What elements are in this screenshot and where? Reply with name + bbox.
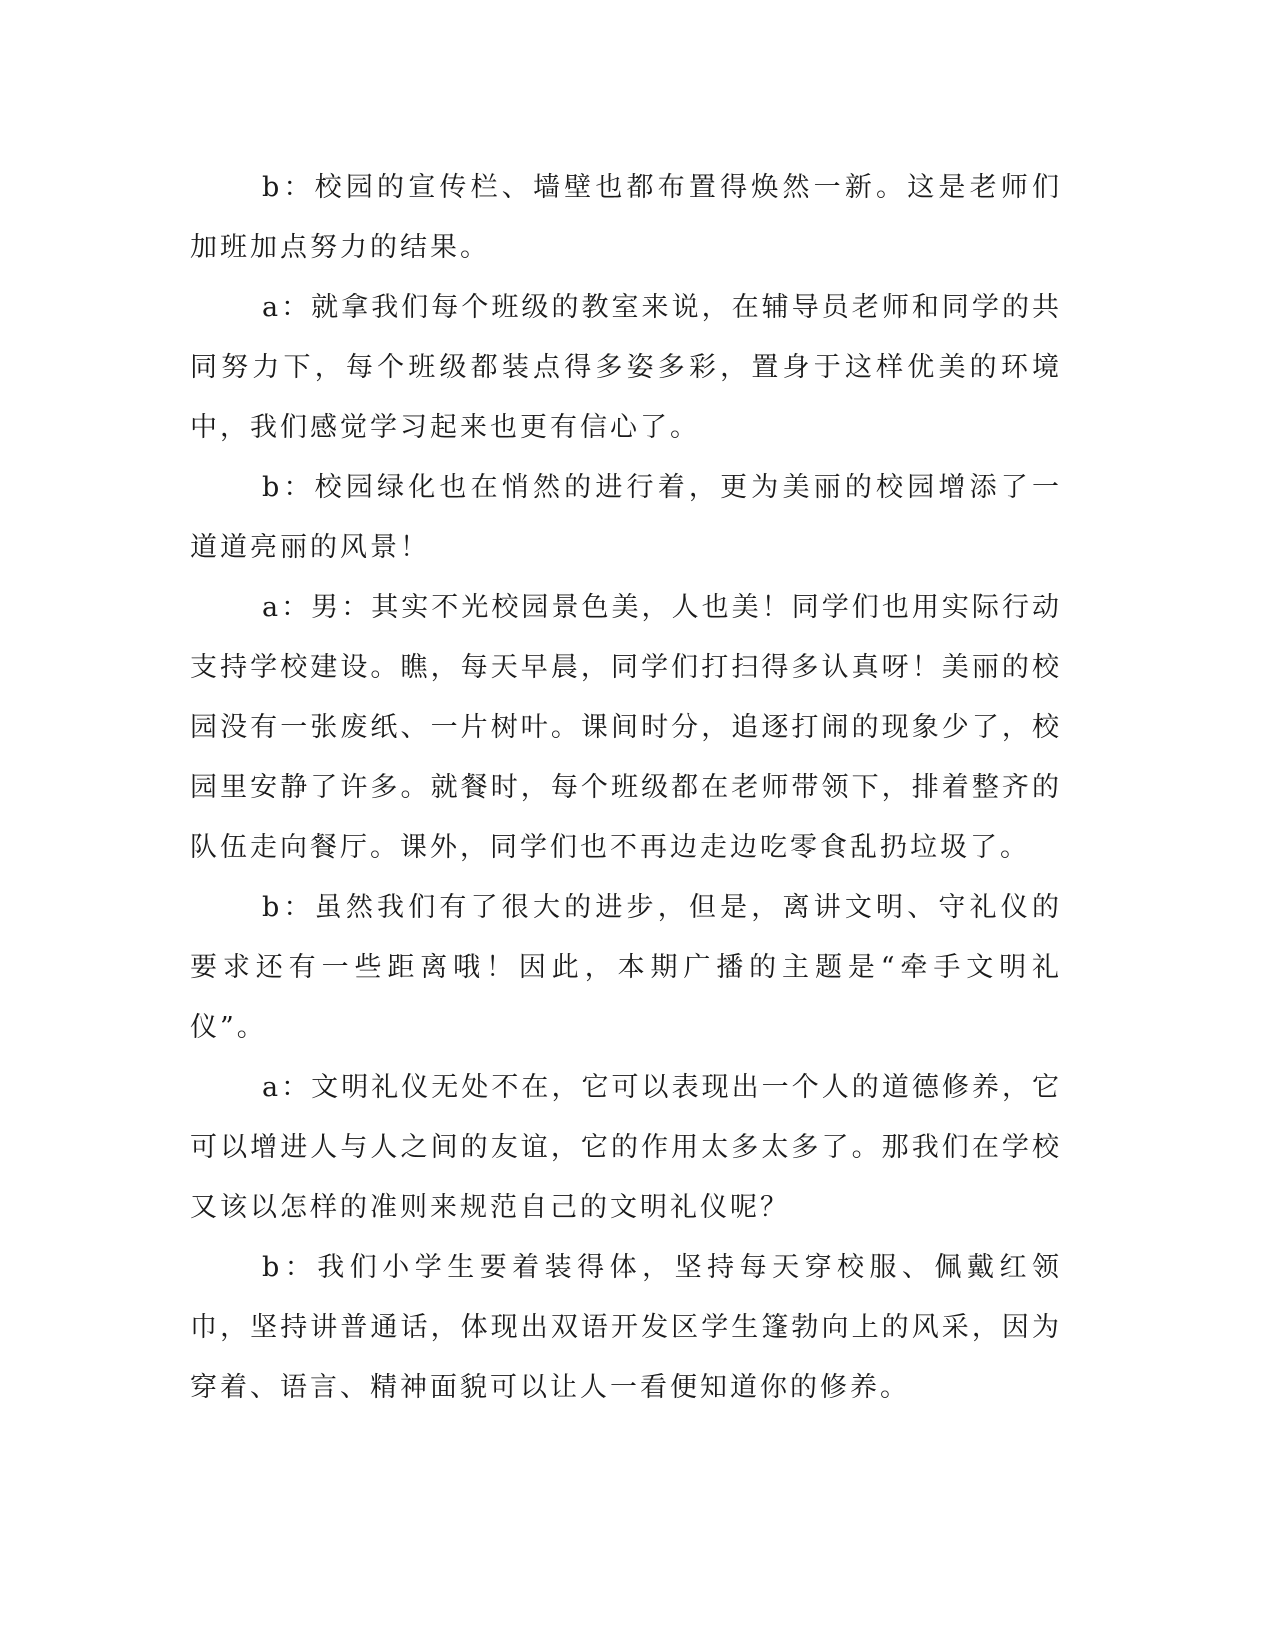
paragraph: a：就拿我们每个班级的教室来说，在辅导员老师和同学的共同努力下，每个班级都装点得多姿多彩，置身于这样优美的环境中，我们感觉学习起来也更有信心了。 <box>190 292 1062 443</box>
paragraph: b：校园的宣传栏、墙壁也都布置得焕然一新。这是老师们加班加点努力的结果。 <box>190 172 1062 263</box>
paragraph: a：文明礼仪无处不在，它可以表现出一个人的道德修养，它可以增进人与人之间的友谊，它的作用太多太多了。那我们在学校又该以怎样的准则来规范自己的文明礼仪呢？ <box>190 1072 1062 1223</box>
paragraph: b：我们小学生要着装得体，坚持每天穿校服、佩戴红领巾，坚持讲普通话，体现出双语开发区学生篷勃向上的风采，因为穿着、语言、精神面貌可以让人一看便知道你的修养。 <box>190 1252 1062 1403</box>
paragraph: b：虽然我们有了很大的进步，但是，离讲文明、守礼仪的要求还有一些距离哦！因此，本期广播的主题是“牵手文明礼仪”。 <box>190 892 1062 1043</box>
paragraph: a：男：其实不光校园景色美，人也美！同学们也用实际行动支持学校建设。瞧，每天早晨，同学们打扫得多认真呀！美丽的校园没有一张废纸、一片树叶。课间时分，追逐打闹的现象少了，校园里安静了许多。就餐时，每个班级都在老师带领下，排着整齐的队伍走向餐厅。课外，同学们也不再边走边吃零食乱扔垃圾了。 <box>190 592 1062 863</box>
paragraph: b：校园绿化也在悄然的进行着，更为美丽的校园增添了一道道亮丽的风景！ <box>190 472 1062 563</box>
document-page <box>190 158 1062 1418</box>
